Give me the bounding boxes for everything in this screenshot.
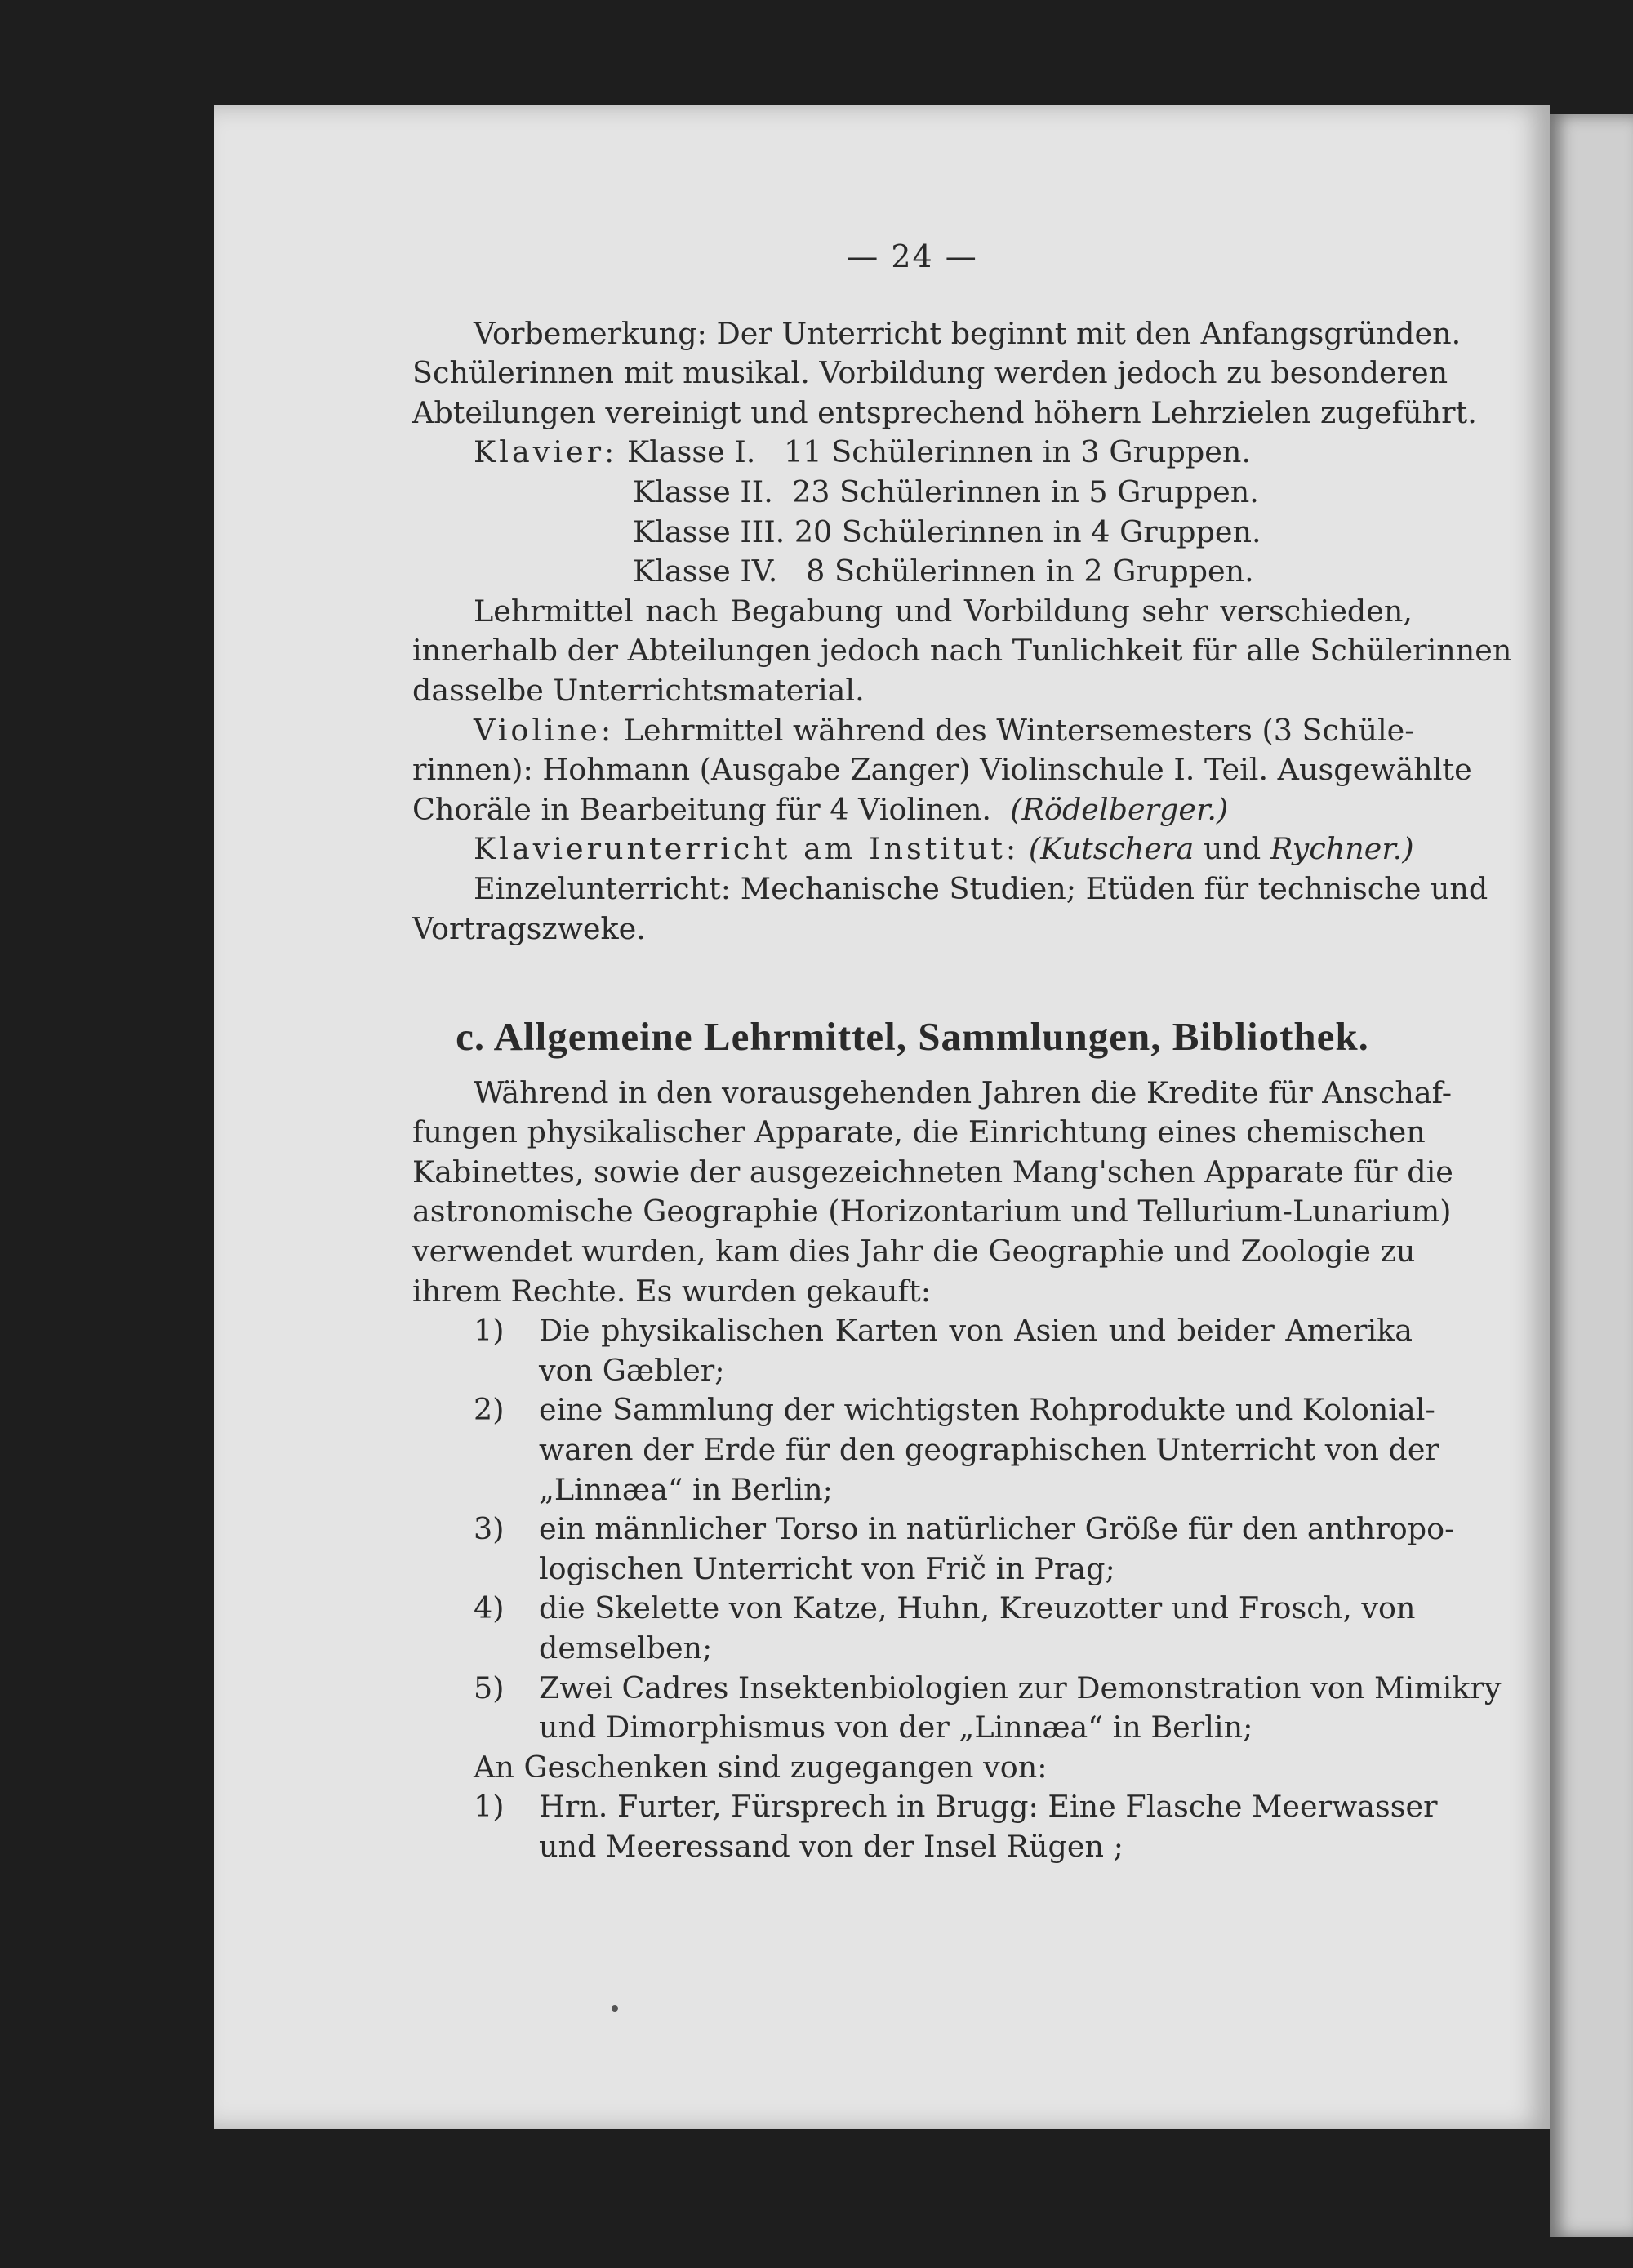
purchase-item xyxy=(412,1311,1413,1390)
klavier-class: Klasse III. 20 Schülerinnen in 4 Gruppen. xyxy=(633,514,1261,549)
prelim-line: Schülerinnen mit musikal. Vorbildung werden jedoch zu besonderen xyxy=(412,355,1448,391)
item-line: demselben; xyxy=(539,1630,713,1665)
item-line: von Gæbler; xyxy=(539,1352,725,1388)
lehrmittel-line: innerhalb der Abteilungen jedoch nach Tunlichkeit für alle Schülerinnen xyxy=(412,633,1512,669)
intro-line: verwendet wurden, kam dies Jahr die Geographie und Zoologie zu xyxy=(412,1234,1416,1270)
klavier-class: Klasse II. 23 Schülerinnen in 5 Gruppen. xyxy=(633,474,1259,509)
lehrmittel-line: dasselbe Unterrichtsmaterial. xyxy=(412,672,865,708)
item-number: 2) xyxy=(474,1392,505,1428)
klavier-class: Klasse IV. 8 Schülerinnen in 2 Gruppen. xyxy=(633,554,1254,589)
page-number: — 24 — xyxy=(847,238,978,274)
violine-line xyxy=(412,790,1413,830)
violine-editor: (Rödelberger.) xyxy=(1010,791,1229,827)
section-heading: c. Allgemeine Lehrmittel, Sammlungen, Bibliothek. xyxy=(456,1014,1369,1060)
item-line: „Linnæa“ in Berlin; xyxy=(539,1471,833,1507)
einzel-line: Vortragszweke. xyxy=(412,910,646,946)
intro-line: fungen physikalischer Apparate, die Einrichtung eines chemischen xyxy=(412,1114,1426,1150)
ink-speck xyxy=(612,2005,618,2012)
einzel-line: Einzelunterricht: Mechanische Studien; Etüden für technische und xyxy=(474,870,1488,906)
conjunction: und xyxy=(1203,831,1261,867)
item-line: Die physikalischen Karten von Asien und beider Amerika xyxy=(539,1313,1413,1349)
item-line: ein männlicher Torso in natürlicher Größe für den anthropo- xyxy=(539,1511,1455,1547)
intro-line: ihrem Rechte. Es wurden gekauft: xyxy=(412,1273,932,1309)
prelim-line: Abteilungen vereinigt und entsprechend höhern Lehrzielen zugeführt. xyxy=(412,394,1477,430)
page-text xyxy=(412,237,1512,1867)
lehrmittel-line: Lehrmittel nach Begabung und Vorbildung sehr verschieden, xyxy=(474,593,1413,629)
violine-line: rinnen): Hohmann (Ausgabe Zanger) Violinschule I. Teil. Ausgewählte xyxy=(412,752,1472,788)
klavierunterricht-label: Klavierunterricht am Institut: xyxy=(474,831,1020,867)
item-line: Hrn. Furter, Fürsprech in Brugg: Eine Flasche Meerwasser xyxy=(539,1789,1438,1825)
teacher-name: (Kutschera xyxy=(1028,831,1195,867)
purchase-item xyxy=(412,1589,1416,1668)
violine-line xyxy=(412,711,1413,751)
item-number: 1) xyxy=(474,1789,505,1825)
item-number: 1) xyxy=(474,1313,505,1349)
purchase-item xyxy=(412,1390,1439,1510)
purchase-item xyxy=(412,1669,1502,1748)
facing-page-edge xyxy=(1550,114,1633,2237)
item-line: Zwei Cadres Insektenbiologien zur Demonstration von Mimikry xyxy=(539,1670,1502,1705)
teacher-name: Rychner.) xyxy=(1270,831,1414,867)
item-number: 5) xyxy=(474,1670,505,1705)
item-line: und Meeressand von der Insel Rügen ; xyxy=(539,1828,1124,1864)
purchase-item xyxy=(412,1510,1455,1589)
item-line: logischen Unterricht von Frič in Prag; xyxy=(539,1550,1115,1586)
item-line: und Dimorphismus von der „Linnæa“ in Berlin; xyxy=(539,1710,1253,1745)
klavier-class: Klasse I. 11 Schülerinnen in 3 Gruppen. xyxy=(626,434,1251,470)
prelim-line: Vorbemerkung: Der Unterricht beginnt mit den Anfangsgründen. xyxy=(474,315,1462,351)
intro-line: Während in den vorausgehenden Jahren die Kredite für Anschaf- xyxy=(474,1074,1453,1110)
violine-text: Lehrmittel während des Wintersemesters (3 Schüle- xyxy=(623,712,1415,748)
intro-line: Kabinettes, sowie der ausgezeichneten Mang'schen Apparate für die xyxy=(412,1154,1453,1190)
item-line: eine Sammlung der wichtigsten Rohprodukte und Kolonial- xyxy=(539,1392,1435,1428)
item-line: waren der Erde für den geographischen Unterricht von der xyxy=(539,1432,1439,1468)
violine-label: Violine: xyxy=(474,712,615,748)
item-line: die Skelette von Katze, Huhn, Kreuzotter und Frosch, von xyxy=(539,1590,1416,1626)
klavier-class-row xyxy=(412,433,1413,473)
klavierunterricht-line xyxy=(412,829,1413,869)
intro-line: astronomische Geographie (Horizontarium und Tellurium-Lunarium) xyxy=(412,1194,1452,1230)
item-number: 4) xyxy=(474,1590,505,1626)
klavier-label: Klavier: xyxy=(474,434,618,470)
gifts-intro: An Geschenken sind zugegangen von: xyxy=(474,1749,1048,1785)
violine-text: Choräle in Bearbeitung für 4 Violinen. xyxy=(412,791,992,827)
item-number: 3) xyxy=(474,1511,505,1547)
gift-item xyxy=(412,1787,1438,1866)
